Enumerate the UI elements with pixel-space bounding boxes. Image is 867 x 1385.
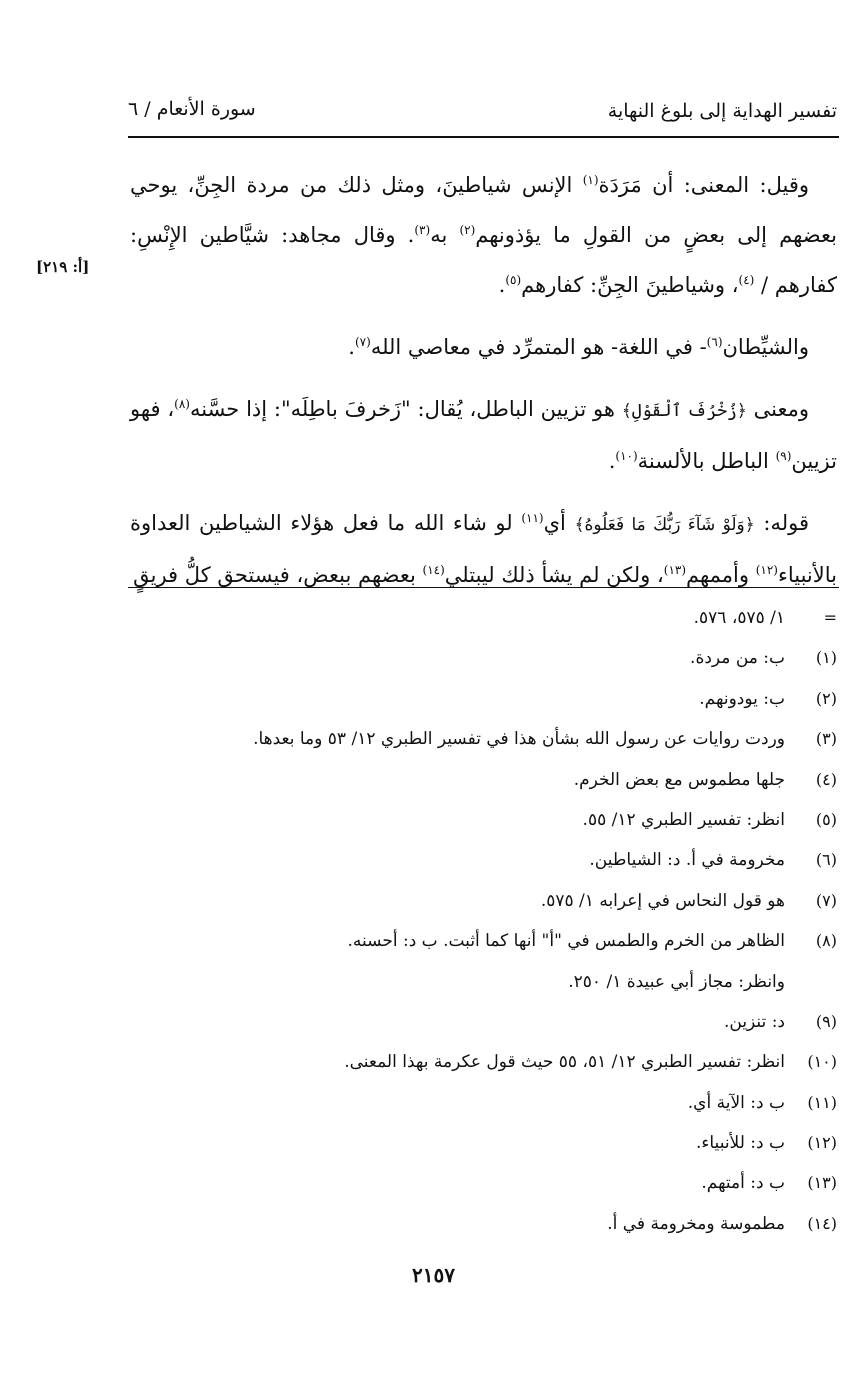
footnote-text: انظر: تفسير الطبري ١٢/ ٥١، ٥٥ حيث قول عكرمة بهذا المعنى. <box>344 1052 785 1073</box>
footnote-number: (١) <box>815 648 837 668</box>
footnote-text: مطموسة ومخرومة في أ. <box>607 1213 785 1234</box>
footnote-number: (٥) <box>815 809 837 829</box>
text-span: قوله: <box>754 511 810 535</box>
footnote-ref-9: (٩) <box>775 449 792 463</box>
footnote-text: الظاهر من الخرم والطمس في "أ" أنها كما أثبت. ب د: أحسنه. <box>347 931 785 952</box>
text-span: هو تزيين الباطل، يُقال: "زَخرفَ باطِلَه": إذا حسَّنه <box>189 397 622 421</box>
footnote-text: د: تنزين. <box>723 1011 785 1032</box>
running-header-book-title: تفسير الهداية إلى بلوغ النهاية <box>607 100 837 122</box>
footnote-number: (١٠) <box>807 1052 837 1072</box>
text-span: الإنس شياطينَ، ومثل ذلك من مردة الجِنِّ، يوحي بعضهم إلى بعضٍ من القولِ ما يؤذونهم <box>130 173 837 247</box>
text-span: وقيل: المعنى: أن مَرَدَة <box>598 173 809 197</box>
text-span: وأممهم <box>686 563 756 587</box>
footnote-number: (١٣) <box>807 1173 837 1193</box>
text-span: أي <box>543 511 575 535</box>
footnote-number: (٦) <box>815 850 837 870</box>
footnote-item <box>160 648 837 688</box>
footnote-ref-1: (١) <box>582 173 599 187</box>
footnote-item <box>160 931 837 971</box>
text-span: . <box>608 449 616 473</box>
footnote-text: ١/ ٥٧٥، ٥٧٦. <box>693 608 785 628</box>
footnote-item <box>160 770 837 810</box>
quran-quote: ﴿وَلَوْ شَآءَ رَبُّكَ مَا فَعَلُوهُ﴾ <box>574 515 755 535</box>
footnote-number: (٤) <box>815 769 837 789</box>
footnote-ref-8: (٨) <box>174 397 190 411</box>
footnote-ref-12: (١٢) <box>755 563 778 577</box>
footnote-number: (١٢) <box>807 1133 837 1153</box>
header-divider <box>128 136 839 138</box>
footnote-item <box>160 1173 837 1213</box>
footnote-divider <box>128 587 839 588</box>
footnote-item <box>160 689 837 729</box>
footnote-item-continuation <box>160 972 837 1012</box>
quran-quote: ﴿زُخْرُفَ ٱلْقَوْلِ﴾ <box>621 401 747 421</box>
text-span: . <box>498 273 506 297</box>
footnote-text: ب: يودونهم. <box>699 688 785 709</box>
footnote-ref-10: (١٠) <box>615 449 638 463</box>
footnote-ref-13: (١٣) <box>663 563 687 577</box>
footnote-number: (١١) <box>807 1092 837 1112</box>
paragraph-2 <box>130 322 837 372</box>
footnote-item <box>160 850 837 890</box>
footnote-text: وانظر: مجاز أبي عبيدة ١/ ٢٥٠. <box>568 971 785 992</box>
footnote-item <box>160 729 837 769</box>
footnote-item <box>160 608 837 648</box>
main-text <box>130 160 837 612</box>
paragraph-1 <box>130 160 837 310</box>
text-span: به <box>430 223 460 247</box>
footnote-item <box>160 891 837 931</box>
footnote-number: (٣) <box>815 729 837 749</box>
text-span: الباطل بالألسنة <box>637 449 776 473</box>
footnote-number: (١٤) <box>807 1213 837 1233</box>
footnote-ref-5: (٥) <box>505 273 522 287</box>
footnote-number: (٢) <box>815 688 837 708</box>
footnote-number: (٧) <box>815 890 837 910</box>
text-span: بعضهم ببعض، فيستحق كلُّ فريقٍ <box>133 563 423 587</box>
footnote-number: (٨) <box>815 931 837 951</box>
footnote-text: ب: من مردة. <box>690 648 785 669</box>
footnote-text: ب د: الآية أي. <box>687 1092 785 1113</box>
footnote-item <box>160 1214 837 1254</box>
running-header-surah: سورة الأنعام / ٦ <box>128 98 256 120</box>
text-span: لو شاء الله ما فعل هؤلاء الشياطين العداوة بالأنبياء <box>130 511 837 587</box>
footnote-number: = <box>823 608 837 627</box>
footnote-text: جلها مطموس مع بعض الخرم. <box>573 769 785 790</box>
footnote-text: ب د: للأنبياء. <box>695 1133 785 1154</box>
footnote-text: هو قول النحاس في إعرابه ١/ ٥٧٥. <box>540 890 785 911</box>
manuscript-folio-reference: [أ: ٢١٩] <box>36 258 90 276</box>
footnote-ref-7: (٧) <box>354 335 371 349</box>
footnote-item <box>160 1093 837 1133</box>
text-span: - في اللغة- هو المتمرِّد في معاصي الله <box>370 335 707 359</box>
footnote-number: (٩) <box>815 1011 837 1031</box>
paragraph-3 <box>130 384 837 486</box>
text-span: . وقال مجاهد: شيَّاطين الإِنْسِ: كفارهم / <box>130 223 837 297</box>
footnote-item <box>160 810 837 850</box>
text-span: والشيِّطان <box>722 335 809 359</box>
text-span: ، فهو تزيين <box>130 397 837 473</box>
page-number: ٢١٥٧ <box>412 1263 455 1287</box>
footnote-ref-3: (٣) <box>414 223 431 237</box>
footnote-text: انظر: تفسير الطبري ١٢/ ٥٥. <box>582 809 785 830</box>
footnote-ref-2: (٢) <box>459 223 476 237</box>
footnote-ref-11: (١١) <box>521 511 544 525</box>
footnote-ref-6: (٦) <box>706 335 723 349</box>
footnote-text: وردت روايات عن رسول الله بشأن هذا في تفسير الطبري ١٢/ ٥٣ وما بعدها. <box>253 729 785 750</box>
text-span: . <box>348 335 355 359</box>
footnote-item <box>160 1052 837 1092</box>
footnote-text: ب د: أمتهم. <box>701 1173 785 1194</box>
footnote-item <box>160 1133 837 1173</box>
footnotes <box>160 608 837 1254</box>
footnote-ref-14: (١٤) <box>422 563 445 577</box>
footnote-item <box>160 1012 837 1052</box>
text-span: ومعنى <box>746 397 809 421</box>
paragraph-4 <box>130 498 837 600</box>
footnote-ref-4: (٤) <box>738 273 755 287</box>
text-span: ، ولكن لم يشأ ذلك ليبتلي <box>444 563 664 587</box>
footnote-text: مخرومة في أ. د: الشياطين. <box>589 850 785 871</box>
text-span: ، وشياطينَ الجِنِّ: كفارهم <box>521 273 739 297</box>
